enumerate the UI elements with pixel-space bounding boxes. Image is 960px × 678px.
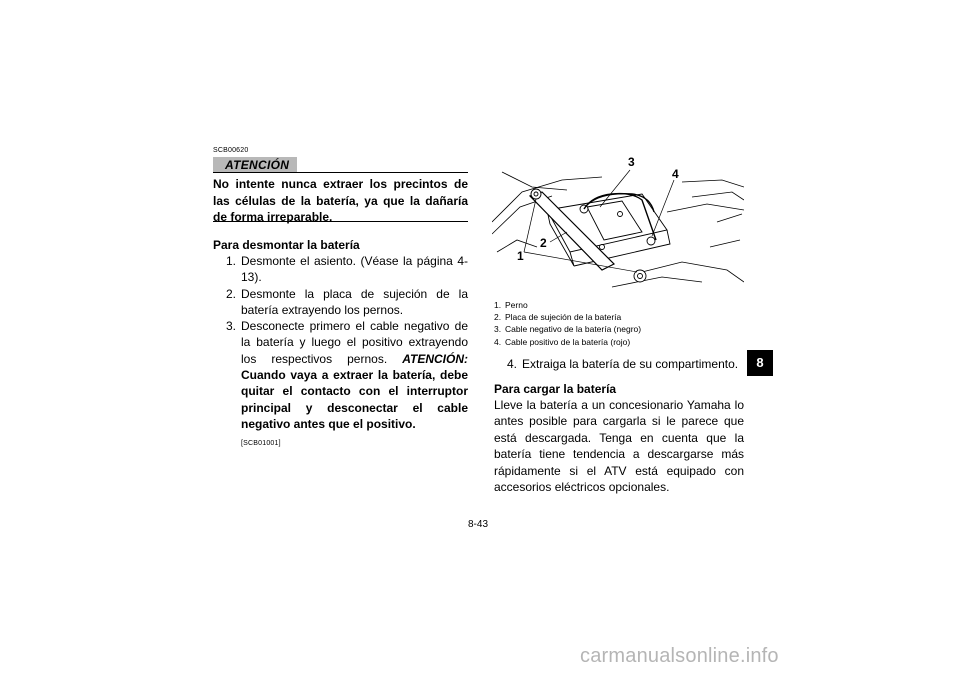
removal-section [213, 237, 468, 453]
list-item: 4. Cable positivo de la batería (rojo) [494, 336, 631, 347]
list-item: 3. Desconecte primero el cable negativo de la batería y luego el positivo extrayendo los respectivos pernos. ATENCIÓN: Cuando vaya a extraer la batería, debe quitar el contacto con el interruptor principal y desconectar el cable negativo antes que el positivo. [225, 319, 468, 431]
warning-header [213, 157, 468, 173]
warning-label: ATENCIÓN [213, 157, 297, 173]
list-item: 1. Desmonte el asiento. (Véase la página 4-13). [225, 254, 468, 285]
warning-rule-bottom [213, 221, 468, 222]
list-item: 2. Placa de sujeción de la batería [494, 312, 622, 323]
callout-4: 4 [672, 167, 679, 181]
callout-1: 1 [517, 249, 524, 263]
page-number: 8-43 [468, 519, 489, 530]
charging-heading: Para cargar la batería [494, 382, 617, 396]
callout-2: 2 [540, 236, 547, 250]
list-item: 3. Cable negativo de la batería (negro) [494, 324, 642, 335]
callout-3: 3 [628, 155, 635, 169]
step-4: 4. Extraiga la batería de su compartimento. [506, 357, 739, 371]
charging-section [494, 381, 744, 495]
chapter-tab: 8 [747, 350, 773, 376]
warning-text: No intente nunca extraer los precintos de las células de la batería, ya que la dañaría de forma irreparable. [213, 177, 468, 224]
figure-captions [494, 299, 744, 348]
warning-rule-top [213, 172, 468, 173]
list-item: 1. Perno [494, 300, 528, 310]
charging-text: Lleve la batería a un concesionario Yamaha lo antes posible para cargarla si le parece que está descargada. Tenga en cuenta que la batería tiene tendencia a descargarse más rápidamente si el ATV está equipado con accesorios eléctricos opcionales. [494, 398, 744, 495]
removal-heading: Para desmontar la batería [213, 238, 360, 252]
warning-code: SCB00620 [213, 147, 249, 154]
list-item: 2. Desmonte la placa de sujeción de la batería extrayendo los pernos. [225, 286, 468, 317]
watermark: carmanualsonline.info [580, 645, 779, 667]
removal-code: [SCB01001] [241, 440, 281, 448]
inline-warning: ATENCIÓN: Cuando vaya a extraer la batería, debe quitar el contacto con el interruptor principal y desconectar el cable negativo antes que el positivo. [241, 351, 468, 431]
battery-figure [492, 152, 744, 296]
